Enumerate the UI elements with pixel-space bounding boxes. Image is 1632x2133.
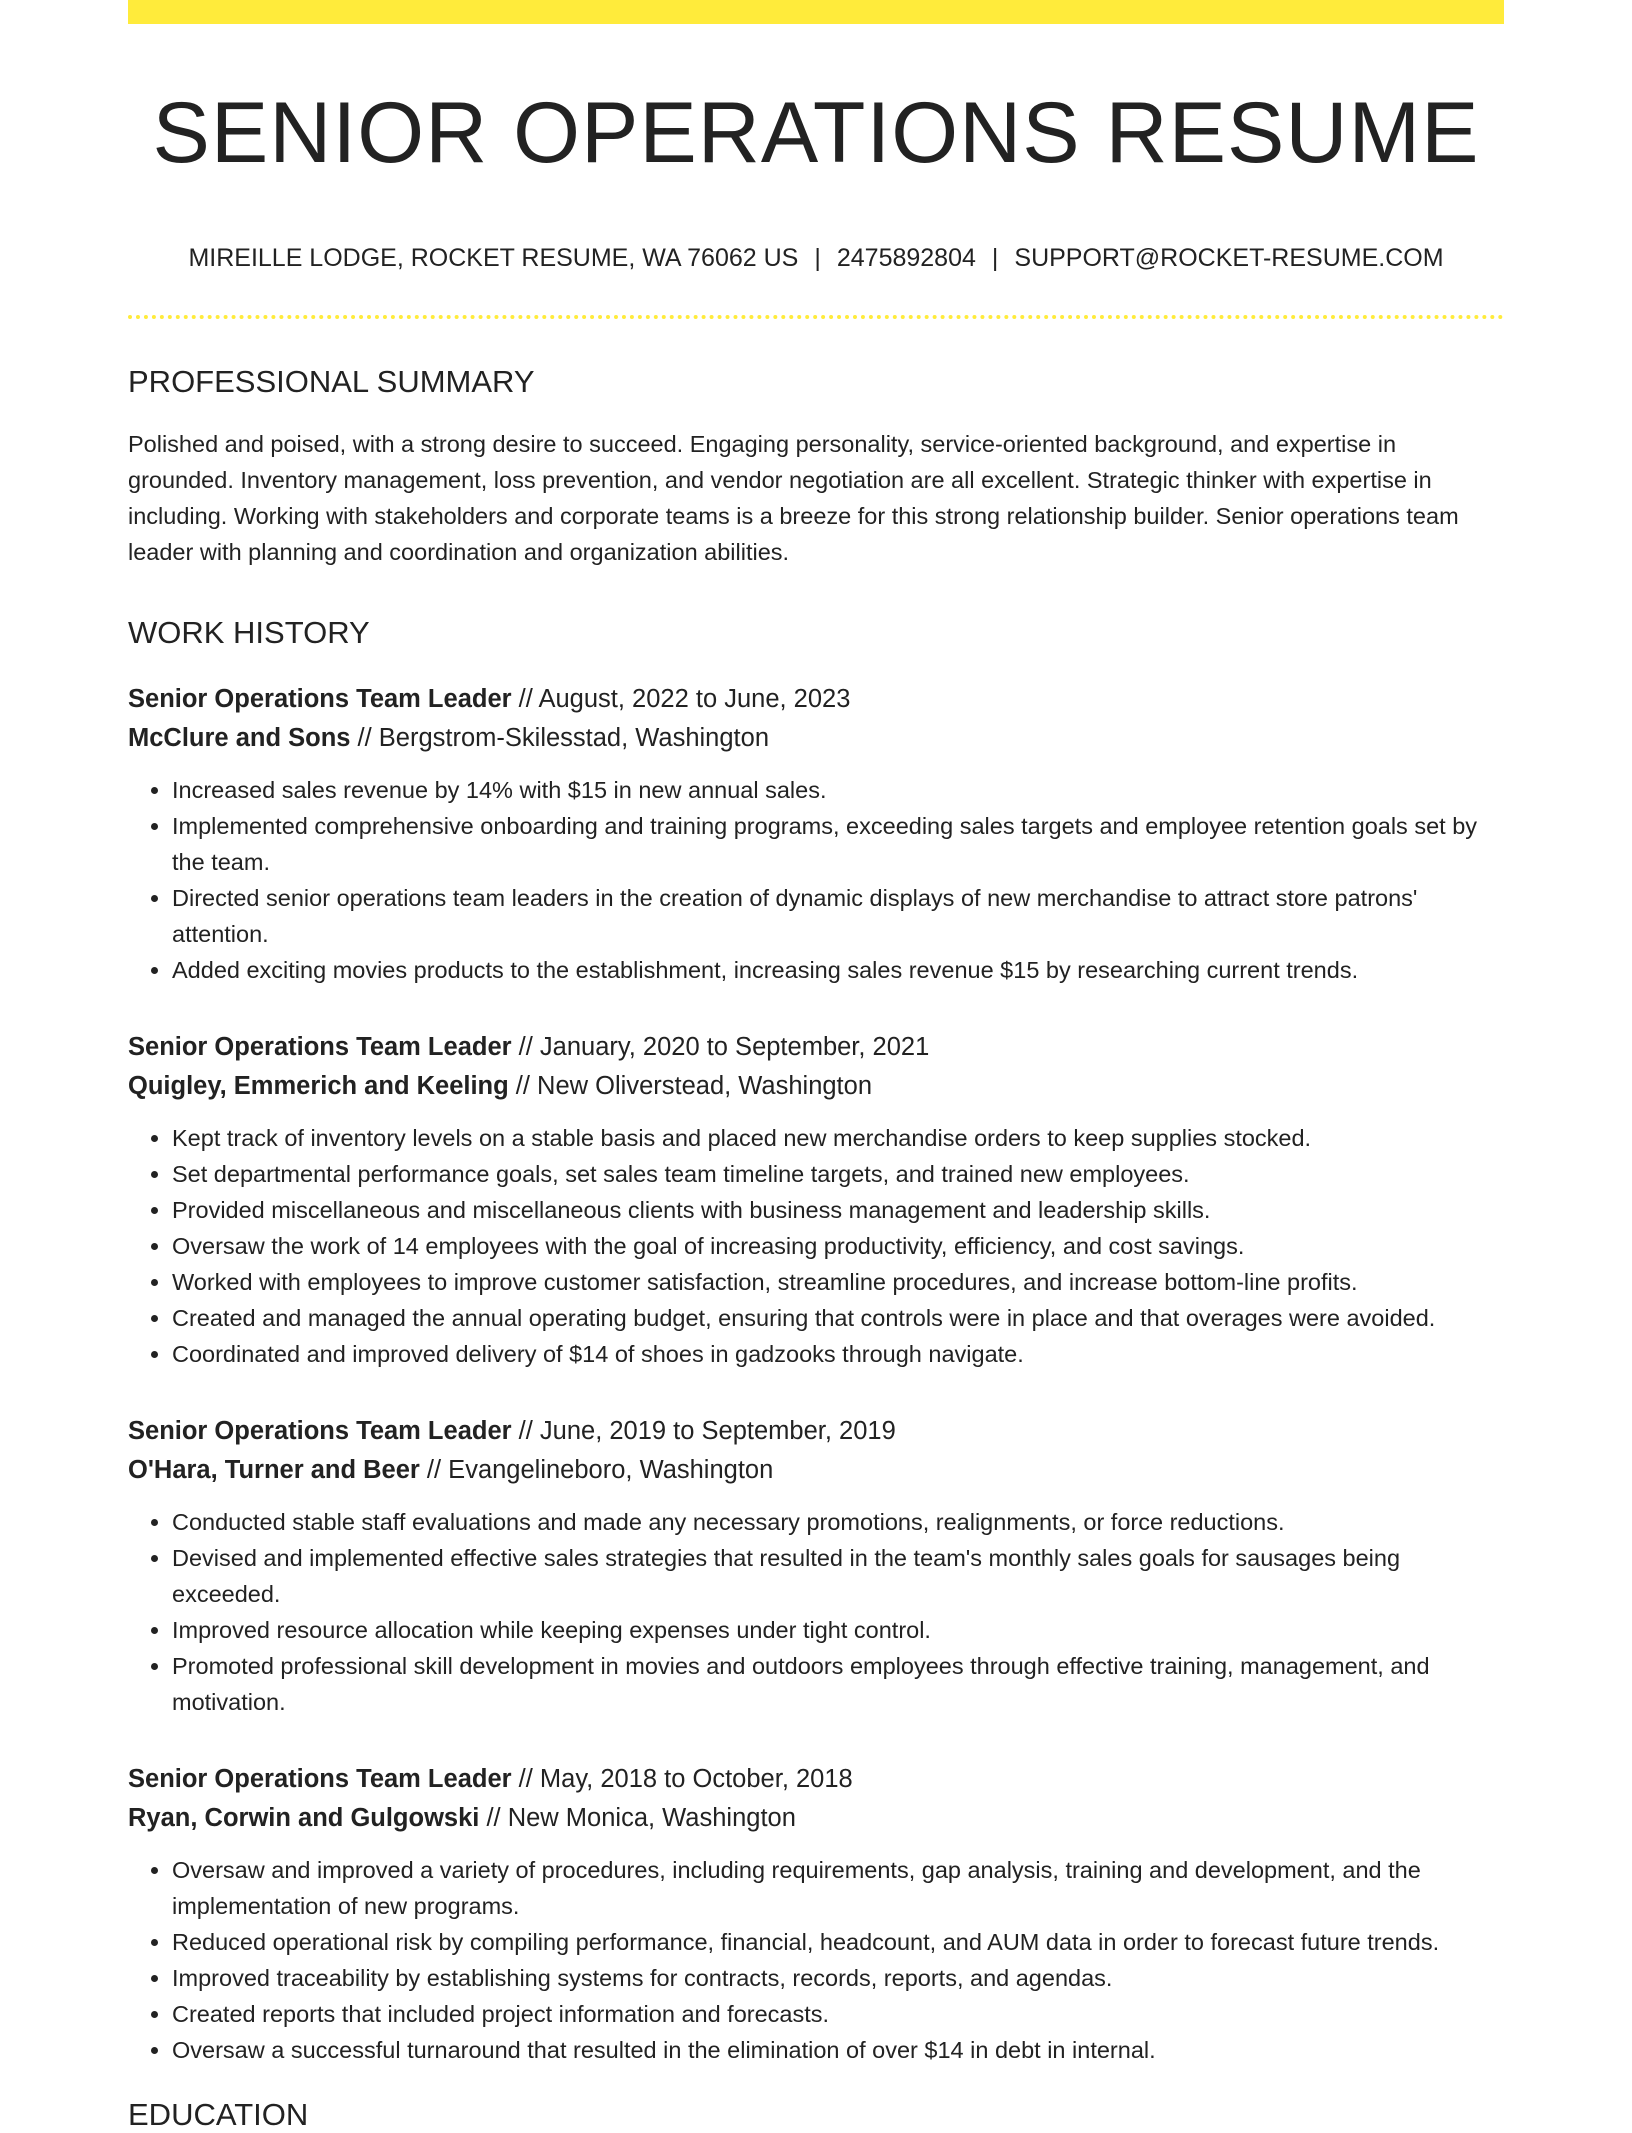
job-dates: // August, 2022 to June, 2023 — [511, 684, 851, 713]
job-company-line — [128, 1799, 1504, 1838]
job-dates: // May, 2018 to October, 2018 — [511, 1764, 853, 1793]
job-company-line — [128, 1451, 1504, 1490]
job-location: // New Monica, Washington — [479, 1803, 796, 1832]
job-bullet: • Increased sales revenue by 14% with $15 in new annual sales. — [172, 772, 1504, 808]
job-bullet: • Improved resource allocation while keeping expenses under tight control. — [172, 1612, 1504, 1648]
contact-separator: | — [991, 244, 999, 273]
contact-phone: 2475892804 — [836, 244, 976, 273]
job-title: Senior Operations Team Leader — [128, 684, 512, 713]
job-title-line — [128, 680, 1504, 719]
job-bullet: • Devised and implemented effective sales strategies that resulted in the team's monthly sales goals for sausages being exceeded. — [172, 1540, 1504, 1612]
job-dates: // June, 2019 to September, 2019 — [511, 1416, 896, 1445]
job-company: Quigley, Emmerich and Keeling — [128, 1071, 509, 1100]
job-location: // Evangelineboro, Washington — [419, 1455, 774, 1484]
education-heading: EDUCATION — [128, 2096, 309, 2132]
job-bullet: • Implemented comprehensive onboarding and training programs, exceeding sales targets and employee retention goals set by the team. — [172, 808, 1504, 880]
job-bullet-list — [128, 1852, 1504, 2068]
dotted-divider — [128, 315, 1504, 319]
job-bullet: • Kept track of inventory levels on a stable basis and placed new merchandise orders to keep supplies stocked. — [172, 1120, 1504, 1156]
resume-page — [128, 0, 1504, 2133]
job-entry — [128, 1028, 1504, 1372]
job-entry — [128, 680, 1504, 988]
contact-separator: | — [814, 244, 821, 273]
summary-text: Polished and poised, with a strong desire to succeed. Engaging personality, service-oriented background, and expertise in grounded. Inventory management, loss prevention, and vendor negotiation are all excellent. Strategic thinker with expertise in including. Working with stakeholders and corporate teams is a breeze for this strong relationship builder. Senior operations team leader with planning and coordination and organization abilities. — [128, 431, 1459, 566]
job-bullet: • Added exciting movies products to the establishment, increasing sales revenue $15 by researching current trends. — [172, 952, 1504, 988]
job-title-line — [128, 1760, 1504, 1799]
contact-email: SUPPORT@ROCKET-RESUME.COM — [1014, 244, 1444, 273]
job-company-line — [128, 1067, 1504, 1106]
job-bullet: • Provided miscellaneous and miscellaneous clients with business management and leadership skills. — [172, 1192, 1504, 1228]
job-title: Senior Operations Team Leader — [128, 1032, 512, 1061]
work-history-heading: WORK HISTORY — [128, 615, 370, 651]
job-bullet: • Oversaw the work of 14 employees with the goal of increasing productivity, efficiency, and cost savings. — [172, 1228, 1504, 1264]
job-bullet: • Coordinated and improved delivery of $14 of shoes in gadzooks through navigate. — [172, 1336, 1504, 1372]
job-bullet: • Worked with employees to improve customer satisfaction, streamline procedures, and increase bottom-line profits. — [172, 1264, 1504, 1300]
contact-address: MIREILLE LODGE, ROCKET RESUME, WA 76062 US — [188, 244, 799, 273]
job-bullet-list — [128, 1504, 1504, 1720]
job-title-line — [128, 1028, 1504, 1067]
accent-bar — [128, 0, 1504, 24]
job-title: Senior Operations Team Leader — [128, 1416, 512, 1445]
job-company: Ryan, Corwin and Gulgowski — [128, 1803, 480, 1832]
job-bullet: • Promoted professional skill development in movies and outdoors employees through effective training, management, and motivation. — [172, 1648, 1504, 1720]
job-bullet: • Created and managed the annual operating budget, ensuring that controls were in place and that overages were avoided. — [172, 1300, 1504, 1336]
job-location: // New Oliverstead, Washington — [508, 1071, 873, 1100]
job-bullet: • Conducted stable staff evaluations and made any necessary promotions, realignments, or force reductions. — [172, 1504, 1504, 1540]
work-history-list — [128, 680, 1504, 2068]
job-company: McClure and Sons — [128, 723, 351, 752]
page-title: SENIOR OPERATIONS RESUME — [152, 85, 1480, 181]
contact-line — [128, 243, 1504, 273]
job-bullet: • Reduced operational risk by compiling performance, financial, headcount, and AUM data in order to forecast future trends. — [172, 1924, 1504, 1960]
job-title: Senior Operations Team Leader — [128, 1764, 512, 1793]
job-dates: // January, 2020 to September, 2021 — [511, 1032, 930, 1061]
job-location: // Bergstrom-Skilesstad, Washington — [350, 723, 769, 752]
job-bullet: • Created reports that included project information and forecasts. — [172, 1996, 1504, 2032]
job-entry — [128, 1412, 1504, 1720]
job-company-line — [128, 719, 1504, 758]
job-title-line — [128, 1412, 1504, 1451]
job-bullet: • Oversaw a successful turnaround that resulted in the elimination of over $14 in debt in internal. — [172, 2032, 1504, 2068]
job-bullet-list — [128, 772, 1504, 988]
job-entry — [128, 1760, 1504, 2068]
job-bullet: • Directed senior operations team leaders in the creation of dynamic displays of new merchandise to attract store patrons' attention. — [172, 880, 1504, 952]
job-bullet: • Set departmental performance goals, set sales team timeline targets, and trained new employees. — [172, 1156, 1504, 1192]
summary-heading: PROFESSIONAL SUMMARY — [128, 364, 535, 400]
job-bullet-list — [128, 1120, 1504, 1372]
job-bullet: • Improved traceability by establishing systems for contracts, records, reports, and agendas. — [172, 1960, 1504, 1996]
job-bullet: • Oversaw and improved a variety of procedures, including requirements, gap analysis, training and development, and the implementation of new programs. — [172, 1852, 1504, 1924]
job-company: O'Hara, Turner and Beer — [128, 1455, 420, 1484]
